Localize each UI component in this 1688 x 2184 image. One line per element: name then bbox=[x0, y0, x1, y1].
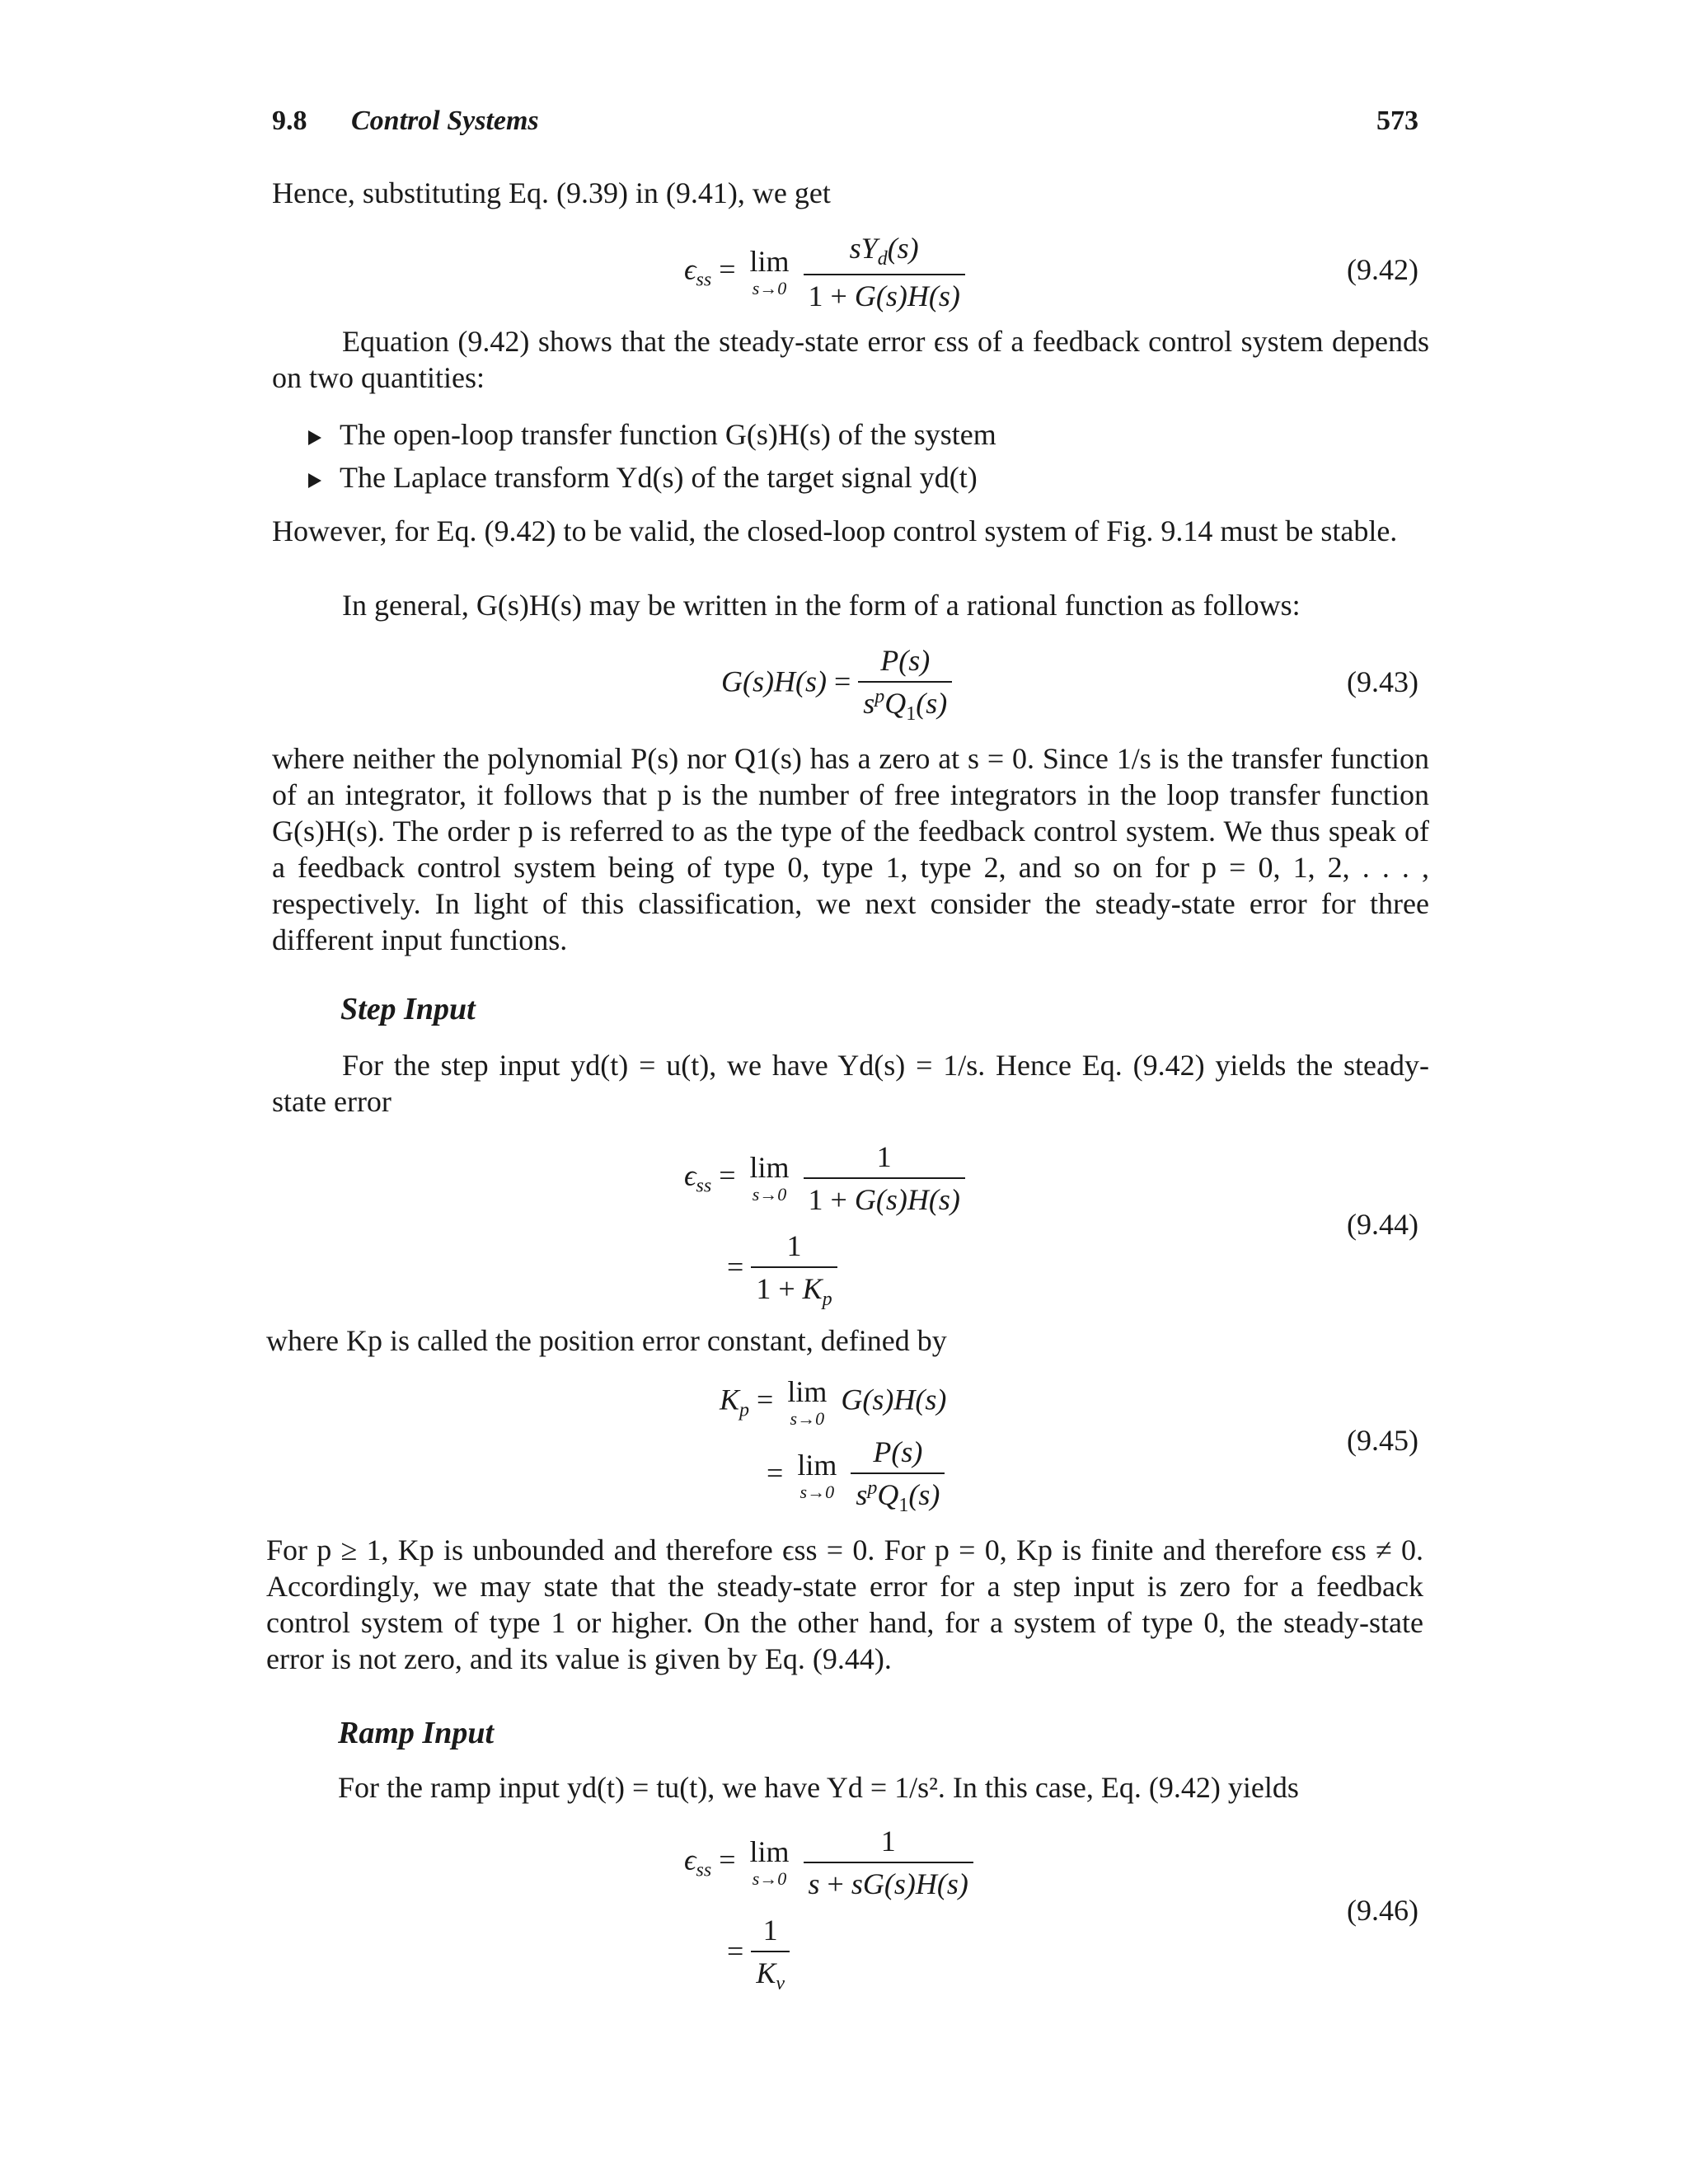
triangle-bullet-icon bbox=[308, 430, 321, 445]
equation-9-45-line-1: $K_p = \lim$ s→0 G(s)H(s) bbox=[720, 1375, 947, 1429]
equation-9-44-line-1: $\epsilon_{ss} = \lim$ s→0 $\frac{1}{1 + G(s)H(s)}$ bbox=[684, 1139, 965, 1217]
equation-9-43: G(s)H(s) = $\frac{P(s)}{s^pQ_1(s)}$ bbox=[721, 643, 952, 726]
paragraph-7: where Kp is called the position error constant, defined by bbox=[266, 1324, 947, 1357]
bullet-item bbox=[308, 417, 996, 452]
section-number: 9.8 bbox=[272, 106, 307, 136]
bullet-item bbox=[308, 460, 978, 495]
bullet-text: The Laplace transform Yd(s) of the target signal yd(t) bbox=[340, 461, 978, 494]
equation-number-9-43: (9.43) bbox=[1347, 665, 1418, 698]
page-number: 573 bbox=[1376, 106, 1418, 136]
paragraph-2: Equation (9.42) shows that the steady-state error ϵss of a feedback control system depends on two quantities: bbox=[272, 325, 1429, 394]
bullet-text: The open-loop transfer function G(s)H(s) of the system bbox=[340, 418, 996, 451]
equation-9-46-line-2: = $\frac{1}{K_v}$ bbox=[727, 1913, 790, 1995]
paragraph-4: In general, G(s)H(s) may be written in the form of a rational function as follows: bbox=[342, 589, 1301, 622]
paragraph-3: However, for Eq. (9.42) to be valid, the closed-loop control system of Fig. 9.14 must be stable. bbox=[272, 514, 1398, 547]
equation-number-9-46: (9.46) bbox=[1347, 1894, 1418, 1927]
equation-number-9-44: (9.44) bbox=[1347, 1208, 1418, 1241]
paragraph-9: For the ramp input yd(t) = tu(t), we have Yd = 1/s². In this case, Eq. (9.42) yields bbox=[338, 1771, 1299, 1804]
equation-9-45-line-2: = lim s→0 $\frac{P(s)}{s^pQ_1(s)}$ bbox=[767, 1435, 945, 1517]
running-title: Control Systems bbox=[351, 106, 539, 136]
equation-9-42: $\epsilon_{ss} = \lim$ s→0 $\frac{sY_d(s)}{1 + G(s)H(s)}$ bbox=[684, 231, 965, 313]
paragraph-1: Hence, substituting Eq. (9.39) in (9.41), we get bbox=[272, 176, 831, 209]
paragraph-5: where neither the polynomial P(s) nor Q1(s) has a zero at s = 0. Since 1/s is the transfer function of an integrator, it follows that p is the number of free integrators in the loop transfer function G(s)H(s). The order p is referred to as the type of the feedback control system. We thus speak of a feedback control system being of type 0, type 1, type 2, and so on for p = 0, 1, 2, . . . , respectively. In light of this classification, we next consider the steady-state error for three different input functions. bbox=[272, 742, 1429, 956]
equation-9-44-line-2: = $\frac{1}{1 + K_p}$ bbox=[727, 1228, 837, 1311]
equation-9-46-line-1: $\epsilon_{ss} = \lim$ s→0 $\frac{1}{s + sG(s)H(s)}$ bbox=[684, 1824, 973, 1901]
section-heading-ramp-input: Ramp Input bbox=[338, 1716, 495, 1750]
equation-number-9-42: (9.42) bbox=[1347, 253, 1418, 286]
paragraph-6: For the step input yd(t) = u(t), we have Yd(s) = 1/s. Hence Eq. (9.42) yields the steady-state error bbox=[272, 1049, 1429, 1118]
triangle-bullet-icon bbox=[308, 473, 321, 488]
paragraph-8: For p ≥ 1, Kp is unbounded and therefore ϵss = 0. For p = 0, Kp is finite and therefore ϵss ≠ 0. Accordingly, we may state that the steady-state error for a step input is zero for a feedback control system of type 1 or higher. On the other hand, for a system of type 0, the steady-state error is not zero, and its value is given by Eq. (9.44). bbox=[266, 1533, 1423, 1675]
equation-number-9-45: (9.45) bbox=[1347, 1424, 1418, 1457]
section-heading-step-input: Step Input bbox=[340, 992, 476, 1026]
